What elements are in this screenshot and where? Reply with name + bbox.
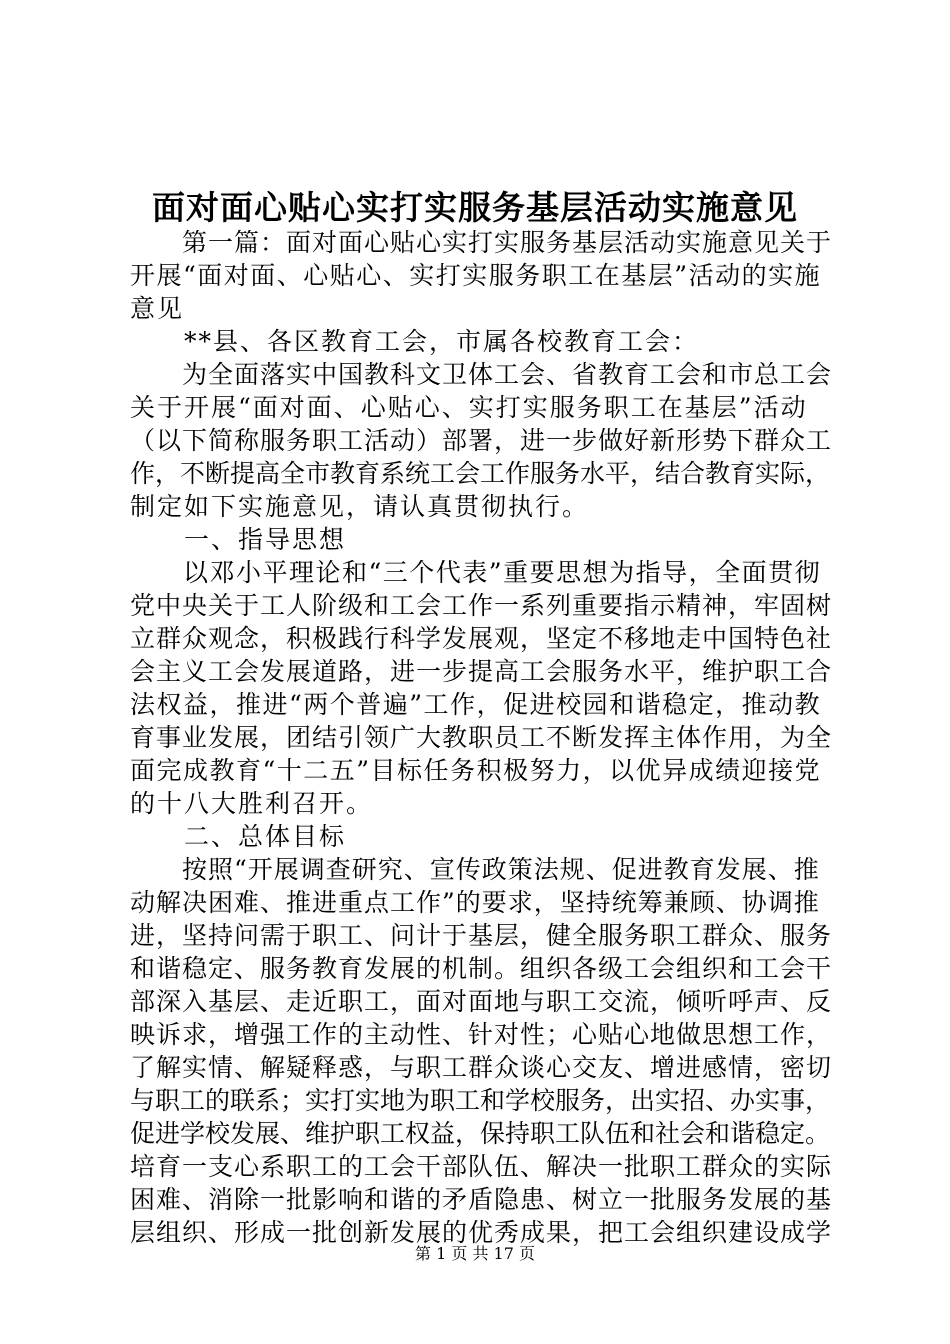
body-line: 按照“开展调查研究、宣传政策法规、促进教育发展、推	[130, 855, 820, 884]
body-line: 促进学校发展、维护职工权益，保持职工队伍和社会和谐稳定。	[130, 1119, 831, 1148]
body-line: 层组织、形成一批创新发展的优秀成果，把工会组织建设成学	[130, 1218, 833, 1247]
body-line: 一、指导思想	[130, 525, 347, 554]
page-footer: 第 1 页 共 17 页	[415, 1244, 535, 1263]
body-line: 进，坚持问需于职工、问计于基层，健全服务职工群众、服务	[130, 921, 833, 950]
body-line: 动解决困难、推进重点工作”的要求，坚持统筹兼顾、协调推	[130, 888, 820, 917]
document-title: 面对面心贴心实打实服务基层活动实施意见	[152, 188, 798, 227]
body-line: 第一篇：面对面心贴心实打实服务基层活动实施意见关于	[130, 228, 833, 257]
body-line: 意见	[130, 294, 185, 323]
body-line: 面完成教育“十二五”目标任务积极努力，以优异成绩迎接党	[130, 756, 822, 785]
body-line: 制定如下实施意见，请认真贯彻执行。	[130, 492, 590, 521]
body-line: 与职工的联系；实打实地为职工和学校服务，出实招、办实事，	[130, 1086, 831, 1115]
body-line: 困难、消除一批影响和谐的矛盾隐患、树立一批服务发展的基	[130, 1185, 833, 1214]
body-line: 部深入基层、走近职工，面对面地与职工交流，倾听呼声、反	[130, 987, 833, 1016]
body-line: 法权益，推进“两个普遍”工作，促进校园和谐稳定，推动教	[130, 690, 822, 719]
document-body	[130, 226, 832, 1249]
body-line: 作，不断提高全市教育系统工会工作服务水平，结合教育实际，	[130, 459, 831, 488]
body-line: （以下简称服务职工活动）部署，进一步做好新形势下群众工	[130, 426, 833, 455]
body-line: 的十八大胜利召开。	[130, 789, 374, 818]
body-line: 为全面落实中国教科文卫体工会、省教育工会和市总工会	[130, 360, 833, 389]
body-line: 映诉求，增强工作的主动性、针对性；心贴心地做思想工作，	[130, 1020, 833, 1049]
body-line: 育事业发展，团结引领广大教职员工不断发挥主体作用，为全	[130, 723, 833, 752]
body-line: 了解实情、解疑释惑，与职工群众谈心交友、增进感情，密切	[130, 1053, 833, 1082]
body-line: 培育一支心系职工的工会干部队伍、解决一批职工群众的实际	[130, 1152, 833, 1181]
body-line: 以邓小平理论和“三个代表”重要思想为指导，全面贯彻	[130, 558, 822, 587]
body-line: 关于开展“面对面、心贴心、实打实服务职工在基层”活动	[130, 393, 808, 422]
body-line: 开展“面对面、心贴心、实打实服务职工在基层”活动的实施	[130, 261, 822, 290]
body-line: 和谐稳定、服务教育发展的机制。组织各级工会组织和工会干	[130, 954, 833, 983]
body-line: 二、总体目标	[130, 822, 347, 851]
body-line: 会主义工会发展道路，进一步提高工会服务水平，维护职工合	[130, 657, 833, 686]
body-line: 立群众观念，积极践行科学发展观，坚定不移地走中国特色社	[130, 624, 833, 653]
body-line: **县、各区教育工会，市属各校教育工会：	[130, 327, 700, 356]
body-line: 党中央关于工人阶级和工会工作一系列重要指示精神，牢固树	[130, 591, 833, 620]
